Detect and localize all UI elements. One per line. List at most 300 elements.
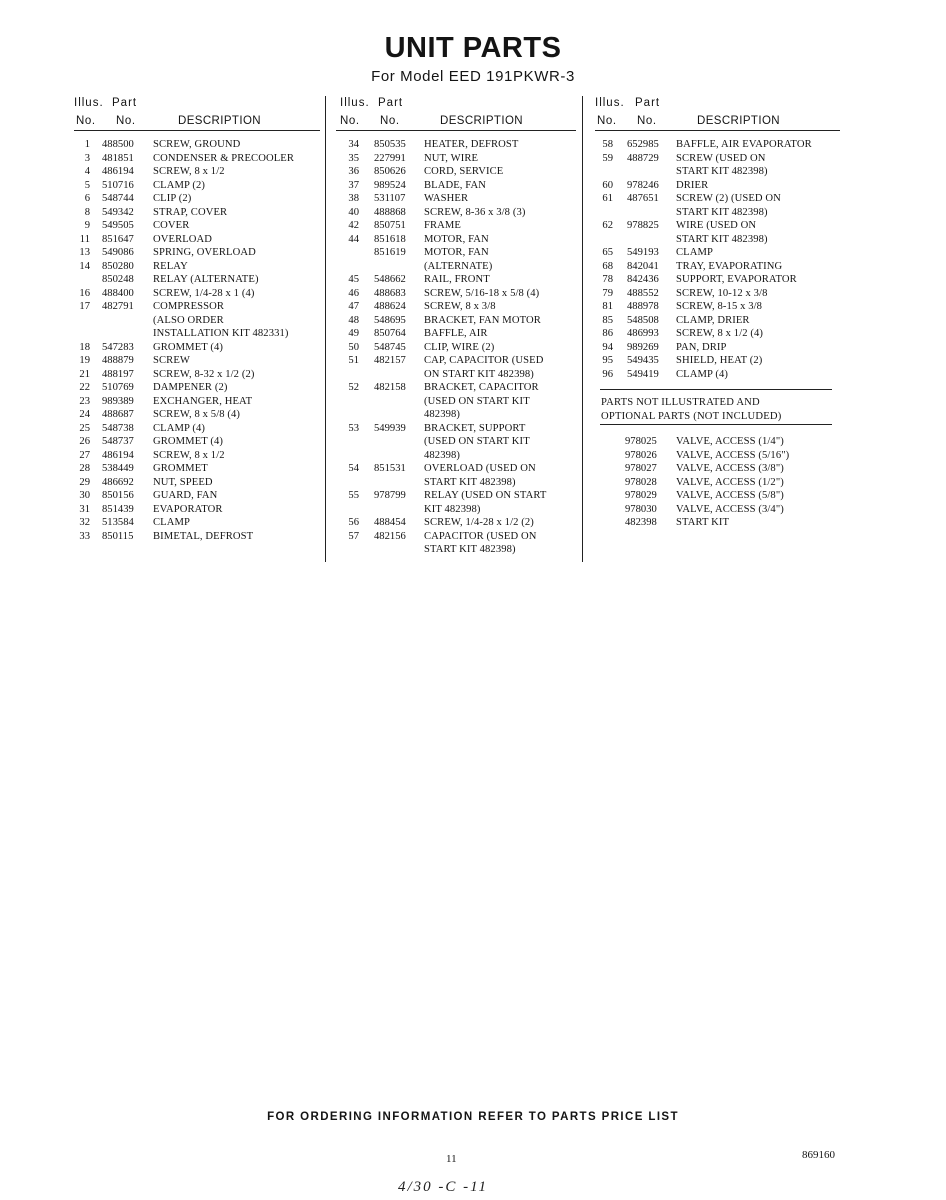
part-row	[336, 287, 576, 301]
part-row	[74, 206, 320, 220]
part-number: 548745	[374, 341, 406, 353]
part-number: 850156	[102, 490, 134, 501]
description-header: DESCRIPTION	[697, 115, 780, 127]
part-row	[336, 489, 576, 503]
part-number: 850751	[374, 220, 406, 231]
part-description: BAFFLE, AIR EVAPORATOR	[676, 139, 812, 150]
part-row	[336, 273, 576, 287]
part-row	[336, 314, 576, 328]
part-row	[595, 219, 840, 233]
part-description: BAFFLE, AIR	[424, 328, 488, 339]
illus-number: 81	[602, 301, 613, 312]
part-header: Part	[635, 97, 661, 109]
illus-number: 36	[348, 166, 359, 177]
part-description: GROMMET	[153, 463, 208, 474]
part-number: 549342	[102, 206, 134, 218]
illus-number: 44	[348, 233, 359, 245]
illus-number: 42	[348, 220, 359, 231]
part-row	[595, 273, 840, 287]
part-no-header: No.	[116, 115, 136, 127]
part-description: CLAMP	[676, 247, 713, 258]
part-number: 488978	[627, 301, 659, 312]
part-row	[74, 179, 320, 193]
part-description: MOTOR, FAN	[424, 233, 489, 245]
part-description: (USED ON START KIT	[424, 395, 530, 407]
illus-number: 26	[79, 436, 90, 447]
part-number: 486993	[627, 328, 659, 339]
part-description: START KIT 482398)	[424, 544, 516, 555]
part-description: VALVE, ACCESS (5/8")	[676, 490, 784, 501]
part-row	[336, 192, 576, 206]
part-description: START KIT 482398)	[676, 233, 768, 245]
part-row	[336, 422, 576, 436]
illus-number: 16	[79, 287, 90, 299]
part-description: SCREW, 8 x 1/2 (4)	[676, 328, 764, 339]
part-row	[336, 395, 576, 409]
part-description: CLAMP	[153, 517, 190, 528]
part-description: BLADE, FAN	[424, 179, 487, 191]
part-row	[336, 530, 576, 544]
part-row	[336, 179, 576, 193]
illus-number: 54	[348, 463, 359, 474]
part-row	[336, 354, 576, 368]
part-row	[74, 489, 320, 503]
part-row	[336, 381, 576, 395]
part-description: BRACKET, CAPACITOR	[424, 382, 539, 393]
part-number: 538449	[102, 463, 134, 474]
part-number: 510769	[102, 382, 134, 393]
illus-number: 1	[84, 139, 90, 150]
part-row	[74, 246, 320, 260]
not-illustrated-heading	[601, 396, 781, 423]
part-row	[74, 354, 320, 368]
part-number: 488400	[102, 287, 134, 299]
part-row	[595, 300, 840, 314]
part-description: SCREW, 10-12 x 3/8	[676, 287, 768, 299]
illus-no-header: No.	[340, 115, 360, 127]
part-description: HEATER, DEFROST	[424, 139, 519, 150]
part-number: 531107	[374, 193, 406, 204]
part-description: SCREW, 8-36 x 3/8 (3)	[424, 206, 526, 218]
part-no-header: No.	[637, 115, 657, 127]
part-row	[74, 449, 320, 463]
part-number: 488868	[374, 206, 406, 218]
part-row	[74, 381, 320, 395]
part-description: START KIT 482398)	[676, 206, 768, 218]
illus-number: 5	[84, 179, 90, 191]
illus-number: 22	[79, 382, 90, 393]
illus-header: Illus.	[595, 97, 625, 109]
part-row	[595, 192, 840, 206]
part-description: SCREW, 1/4-28 x 1/2 (2)	[424, 517, 534, 528]
illus-number: 45	[348, 274, 359, 285]
part-description: VALVE, ACCESS (5/16")	[676, 449, 790, 461]
part-number: 978030	[625, 503, 657, 515]
part-description: RELAY (USED ON START	[424, 490, 547, 501]
part-number: 850248	[102, 274, 134, 285]
optional-part-row	[595, 503, 840, 517]
illus-number: 68	[602, 260, 613, 272]
part-number: 850535	[374, 139, 406, 150]
illus-number: 11	[79, 233, 90, 245]
part-number: 978027	[625, 463, 657, 474]
not-illustrated-heading-line1: PARTS NOT ILLUSTRATED AND	[601, 397, 760, 408]
illus-number: 60	[602, 179, 613, 191]
part-description: SCREW, 8-15 x 3/8	[676, 301, 763, 312]
illus-number: 61	[602, 193, 613, 204]
part-row	[74, 192, 320, 206]
part-number: 851619	[374, 247, 406, 258]
illus-number: 62	[602, 220, 613, 231]
part-description: 482398)	[424, 449, 461, 461]
part-number: 851531	[374, 463, 406, 474]
part-row	[74, 476, 320, 490]
part-description: SCREW, 1/4-28 x 1 (4)	[153, 287, 255, 299]
part-number: 549435	[627, 355, 659, 366]
part-number: 850764	[374, 328, 406, 339]
description-header: DESCRIPTION	[440, 115, 523, 127]
illus-number: 55	[348, 490, 359, 501]
part-description: SCREW	[153, 355, 190, 366]
section-rule	[600, 389, 832, 390]
header-rule	[336, 130, 576, 131]
illus-number: 40	[348, 206, 359, 218]
part-row	[595, 354, 840, 368]
part-row	[74, 435, 320, 449]
part-row	[74, 395, 320, 409]
part-number: 548737	[102, 436, 134, 447]
illus-number: 25	[79, 422, 90, 434]
part-number: 978025	[625, 436, 657, 447]
part-row	[336, 408, 576, 422]
part-description: MOTOR, FAN	[424, 247, 489, 258]
illus-number: 18	[79, 341, 90, 353]
part-description: BIMETAL, DEFROST	[153, 530, 254, 542]
optional-part-row	[595, 449, 840, 463]
document-number: 869160	[802, 1149, 835, 1161]
part-description: VALVE, ACCESS (1/2")	[676, 476, 784, 488]
part-row	[336, 233, 576, 247]
part-description: START KIT	[676, 517, 730, 528]
part-number: 978825	[627, 220, 659, 231]
part-number: 510716	[102, 179, 134, 191]
parts-column-3	[595, 96, 840, 381]
column-divider	[325, 96, 326, 562]
part-number: 486194	[102, 449, 134, 461]
illus-number: 8	[84, 206, 90, 218]
part-row	[74, 314, 320, 328]
illus-number: 79	[602, 287, 613, 299]
part-row	[336, 449, 576, 463]
part-description: SHIELD, HEAT (2)	[676, 355, 763, 366]
part-row	[595, 368, 840, 382]
illus-number: 19	[79, 355, 90, 366]
part-number: 549193	[627, 247, 659, 258]
part-number: 547283	[102, 341, 134, 353]
part-row	[74, 530, 320, 544]
part-description: EVAPORATOR	[153, 503, 223, 515]
part-description: (ALSO ORDER	[153, 314, 224, 326]
part-number: 488729	[627, 152, 659, 164]
part-number: 989389	[102, 395, 134, 407]
illus-number: 78	[602, 274, 613, 285]
part-row	[336, 152, 576, 166]
part-description: COVER	[153, 220, 190, 231]
part-description: CLAMP (4)	[676, 368, 729, 380]
illus-number: 94	[602, 341, 613, 353]
part-number: 488879	[102, 355, 134, 366]
not-illustrated-list	[595, 435, 840, 530]
part-number: 488624	[374, 301, 406, 312]
part-row	[336, 138, 576, 152]
part-description: FRAME	[424, 220, 461, 231]
part-number: 488683	[374, 287, 406, 299]
part-row	[336, 260, 576, 274]
part-number: 851618	[374, 233, 406, 245]
part-no-header: No.	[380, 115, 400, 127]
part-row	[74, 260, 320, 274]
part-row	[74, 408, 320, 422]
part-description: SCREW (2) (USED ON	[676, 193, 781, 204]
part-number: 549419	[627, 368, 659, 380]
part-number: 548662	[374, 274, 406, 285]
part-description: SCREW, 8 x 1/2	[153, 449, 225, 461]
part-row	[336, 368, 576, 382]
part-row	[74, 273, 320, 287]
part-row	[74, 165, 320, 179]
description-header: DESCRIPTION	[178, 115, 261, 127]
page-number: 11	[446, 1153, 457, 1165]
illus-number: 47	[348, 301, 359, 312]
illus-number: 4	[84, 166, 90, 177]
column-header	[595, 96, 840, 132]
part-row	[595, 206, 840, 220]
part-number: 548744	[102, 193, 134, 204]
part-description: BRACKET, FAN MOTOR	[424, 314, 541, 326]
part-number: 548695	[374, 314, 406, 326]
part-row	[336, 462, 576, 476]
part-row	[595, 341, 840, 355]
optional-part-row	[595, 516, 840, 530]
part-description: VALVE, ACCESS (1/4")	[676, 436, 784, 447]
part-number: 978799	[374, 490, 406, 501]
part-row	[336, 435, 576, 449]
part-row	[336, 206, 576, 220]
illus-number: 59	[602, 152, 613, 164]
part-row	[74, 219, 320, 233]
part-description: SCREW, 5/16-18 x 5/8 (4)	[424, 287, 540, 299]
part-row	[336, 165, 576, 179]
part-description: GROMMET (4)	[153, 436, 224, 447]
part-number: 850626	[374, 166, 406, 177]
illus-number: 96	[602, 368, 613, 380]
part-header: Part	[112, 97, 138, 109]
part-header: Part	[378, 97, 404, 109]
part-row	[336, 503, 576, 517]
part-number: 989524	[374, 179, 406, 191]
part-number: 549939	[374, 422, 406, 434]
part-row	[595, 179, 840, 193]
illus-number: 53	[348, 422, 359, 434]
part-row	[336, 246, 576, 260]
part-number: 227991	[374, 152, 406, 164]
part-description: CLIP (2)	[153, 193, 192, 204]
illus-number: 50	[348, 341, 359, 353]
illus-number: 49	[348, 328, 359, 339]
illus-number: 27	[79, 449, 90, 461]
part-description: DRIER	[676, 179, 709, 191]
part-number: 486194	[102, 166, 134, 177]
part-description: KIT 482398)	[424, 503, 481, 515]
part-number: 481851	[102, 152, 134, 164]
part-description: STRAP, COVER	[153, 206, 228, 218]
illus-number: 3	[84, 152, 90, 164]
part-number: 488454	[374, 517, 406, 528]
optional-part-row	[595, 435, 840, 449]
part-description: VALVE, ACCESS (3/8")	[676, 463, 784, 474]
part-description: GROMMET (4)	[153, 341, 224, 353]
part-description: CLIP, WIRE (2)	[424, 341, 495, 353]
part-description: DAMPENER (2)	[153, 382, 228, 393]
column-header	[336, 96, 576, 132]
part-row	[336, 300, 576, 314]
illus-number: 13	[79, 247, 90, 258]
part-description: GUARD, FAN	[153, 490, 218, 501]
illus-number: 56	[348, 517, 359, 528]
header-rule	[595, 130, 840, 131]
section-rule	[600, 424, 832, 425]
part-description: SCREW, 8-32 x 1/2 (2)	[153, 368, 255, 380]
handwritten-note: 4/30 -C -11	[398, 1179, 489, 1195]
part-description: RELAY (ALTERNATE)	[153, 274, 259, 285]
part-number: 548738	[102, 422, 134, 434]
part-number: 978026	[625, 449, 657, 461]
part-description: CAP, CAPACITOR (USED	[424, 355, 544, 366]
illus-no-header: No.	[597, 115, 617, 127]
part-description: BRACKET, SUPPORT	[424, 422, 526, 434]
model-subtitle: For Model EED 191PKWR-3	[371, 68, 575, 85]
part-description: PAN, DRIP	[676, 341, 727, 353]
illus-number: 48	[348, 314, 359, 326]
part-description: START KIT 482398)	[676, 166, 768, 177]
part-description: SCREW, 8 x 1/2	[153, 166, 225, 177]
part-description: TRAY, EVAPORATING	[676, 260, 783, 272]
illus-number: 35	[348, 152, 359, 164]
optional-part-row	[595, 462, 840, 476]
part-number: 850280	[102, 260, 134, 272]
part-number: 652985	[627, 139, 659, 150]
optional-part-row	[595, 476, 840, 490]
part-description: CONDENSER & PRECOOLER	[153, 152, 295, 164]
part-number: 851439	[102, 503, 134, 515]
illus-number: 32	[79, 517, 90, 528]
illus-number: 23	[79, 395, 90, 407]
parts-list	[336, 138, 576, 557]
part-number: 850115	[102, 530, 134, 542]
part-row	[74, 287, 320, 301]
part-row	[595, 246, 840, 260]
illus-number: 33	[79, 530, 90, 542]
part-number: 978029	[625, 490, 657, 501]
part-number: 513584	[102, 517, 134, 528]
part-number: 482158	[374, 382, 406, 393]
part-row	[74, 138, 320, 152]
part-number: 549505	[102, 220, 134, 231]
illus-number: 6	[84, 193, 90, 204]
part-row	[74, 462, 320, 476]
part-description: START KIT 482398)	[424, 476, 516, 488]
illus-number: 30	[79, 490, 90, 501]
part-description: CLAMP, DRIER	[676, 314, 750, 326]
illus-no-header: No.	[76, 115, 96, 127]
part-description: SCREW, 8 x 5/8 (4)	[153, 409, 241, 420]
column-header	[74, 96, 320, 132]
part-number: 482156	[374, 530, 406, 542]
part-description: NUT, SPEED	[153, 476, 213, 488]
optional-part-row	[595, 489, 840, 503]
illus-number: 14	[79, 260, 90, 272]
part-row	[336, 341, 576, 355]
illus-number: 24	[79, 409, 90, 420]
part-description: WASHER	[424, 193, 469, 204]
part-row	[595, 233, 840, 247]
illus-number: 31	[79, 503, 90, 515]
parts-list	[595, 138, 840, 381]
part-description: CLAMP (2)	[153, 179, 206, 191]
not-illustrated-heading-line2: OPTIONAL PARTS (NOT INCLUDED)	[601, 410, 782, 422]
part-row	[595, 152, 840, 166]
parts-column-1	[74, 96, 320, 543]
part-row	[74, 503, 320, 517]
part-description: RAIL, FRONT	[424, 274, 490, 285]
part-description: INSTALLATION KIT 482331)	[153, 328, 289, 339]
part-number: 482157	[374, 355, 406, 366]
part-description: EXCHANGER, HEAT	[153, 395, 253, 407]
ordering-note: FOR ORDERING INFORMATION REFER TO PARTS PRICE LIST	[267, 1111, 679, 1123]
part-description: SCREW, 8 x 3/8	[424, 301, 496, 312]
part-row	[336, 516, 576, 530]
header-rule	[74, 130, 320, 131]
part-number: 482791	[102, 301, 134, 312]
illus-number: 37	[348, 179, 359, 191]
part-description: CLAMP (4)	[153, 422, 206, 434]
part-row	[595, 138, 840, 152]
part-row	[336, 543, 576, 557]
part-row	[74, 152, 320, 166]
part-description: OVERLOAD (USED ON	[424, 463, 536, 474]
part-row	[74, 327, 320, 341]
part-description: (ALTERNATE)	[424, 260, 493, 272]
part-number: 548508	[627, 314, 659, 326]
part-number: 851647	[102, 233, 134, 245]
part-description: CORD, SERVICE	[424, 166, 504, 177]
illus-number: 65	[602, 247, 613, 258]
part-row	[336, 327, 576, 341]
part-description: VALVE, ACCESS (3/4")	[676, 503, 784, 515]
illus-number: 57	[348, 530, 359, 542]
part-row	[595, 165, 840, 179]
part-number: 488197	[102, 368, 134, 380]
part-description: SUPPORT, EVAPORATOR	[676, 274, 797, 285]
part-number: 488687	[102, 409, 134, 420]
part-description: SPRING, OVERLOAD	[153, 247, 256, 258]
part-number: 989269	[627, 341, 659, 353]
part-number: 488552	[627, 287, 659, 299]
part-row	[595, 327, 840, 341]
part-description: SCREW, GROUND	[153, 139, 241, 150]
part-row	[595, 287, 840, 301]
part-number: 978028	[625, 476, 657, 488]
